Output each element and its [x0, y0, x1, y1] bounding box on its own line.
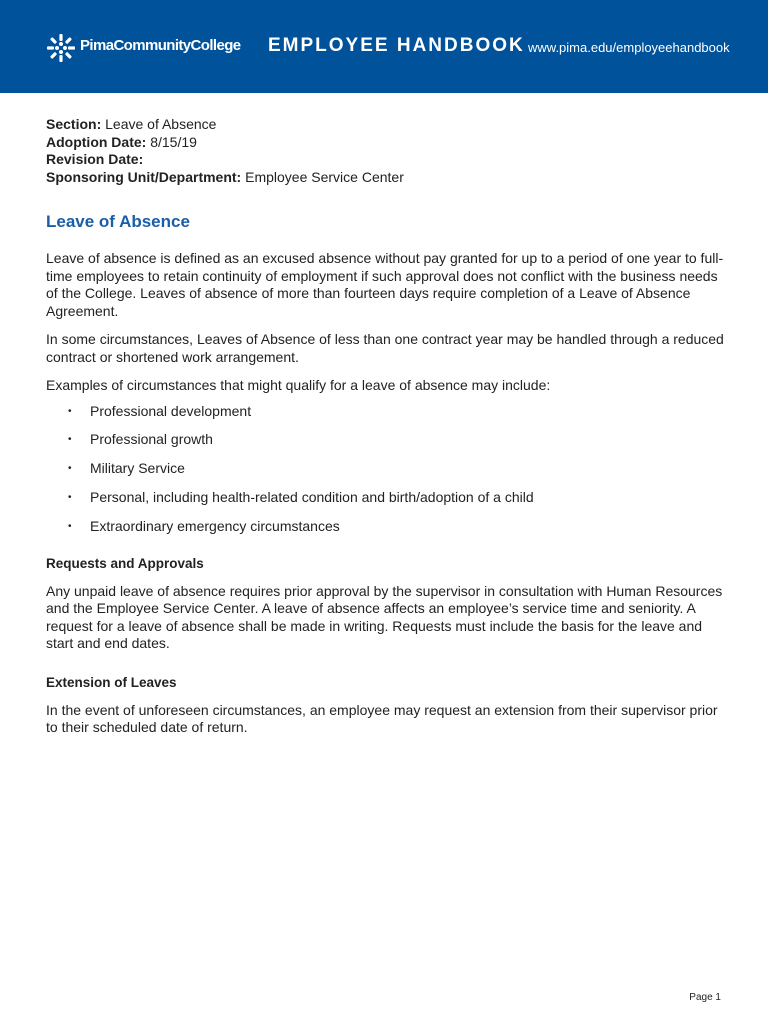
list-item-text: Extraordinary emergency circumstances — [90, 518, 340, 535]
revision-date-label: Revision Date: — [46, 151, 144, 167]
extension-heading: Extension of Leaves — [46, 674, 177, 690]
circumstances-list — [46, 403, 726, 536]
bullet-icon: • — [68, 521, 72, 533]
page-number: Page 1 — [689, 992, 721, 1003]
sponsoring-unit-label: Sponsoring Unit/Department: — [46, 168, 242, 185]
paragraph: Examples of circumstances that might qualify for a leave of absence may include: — [46, 377, 551, 393]
page-header — [0, 0, 768, 93]
paragraph: In some circumstances, Leaves of Absence of less than one contract year may be handled through a reduced contract or shortened work arrangement. — [46, 331, 724, 365]
bullet-icon: • — [68, 434, 72, 446]
document-body — [46, 116, 726, 737]
list-item — [46, 489, 726, 507]
requests-paragraph: Any unpaid leave of absence requires prior approval by the supervisor in consultation with Human Resources and the Employee Service Center. A leave of absence affects an employee’s service time and seniority. A request for a leave of absence shall be made in writing. Requests must include the basis for the leave and start and end dates. — [46, 582, 723, 652]
adoption-date-value: 8/15/19 — [150, 133, 197, 150]
adoption-date-label: Adoption Date: — [46, 133, 147, 150]
handbook-title: EMPLOYEE HANDBOOK — [268, 35, 525, 56]
sponsoring-unit-value: Employee Service Center — [245, 168, 404, 185]
bullet-icon: • — [68, 492, 72, 504]
handbook-url-link[interactable]: www.pima.edu/employeehandbook — [528, 40, 730, 55]
section-value: Leave of Absence — [105, 116, 217, 132]
list-item-text: Personal, including health-related condition and birth/adoption of a child — [90, 489, 534, 506]
section-heading: Leave of Absence — [46, 212, 190, 231]
starburst-icon — [46, 33, 76, 63]
college-logo-text: PimaCommunityCollege — [80, 37, 241, 54]
meta-section — [46, 116, 726, 134]
list-item-text: Professional growth — [90, 431, 213, 448]
bullet-icon: • — [68, 463, 72, 475]
list-item — [46, 403, 726, 421]
list-item — [46, 431, 726, 449]
list-item-text: Military Service — [90, 460, 185, 477]
requests-heading: Requests and Approvals — [46, 555, 204, 571]
list-item — [46, 518, 726, 536]
meta-sponsoring-unit — [46, 169, 726, 187]
section-label: Section: — [46, 116, 102, 132]
meta-adoption-date — [46, 134, 726, 152]
list-item — [46, 460, 726, 478]
paragraph: Leave of absence is defined as an excused absence without pay granted for up to a period of one year to full-time employees to retain continuity of employment if such approval does not conflict with the business needs of the College. Leaves of absence of more than fourteen days require completion of a Leave of Absence Agreement. — [46, 250, 724, 319]
meta-revision-date — [46, 151, 726, 169]
list-item-text: Professional development — [90, 402, 252, 419]
extension-paragraph: In the event of unforeseen circumstances, an employee may request an extension from their supervisor prior to their scheduled date of return. — [46, 701, 718, 736]
bullet-icon: • — [68, 405, 72, 417]
